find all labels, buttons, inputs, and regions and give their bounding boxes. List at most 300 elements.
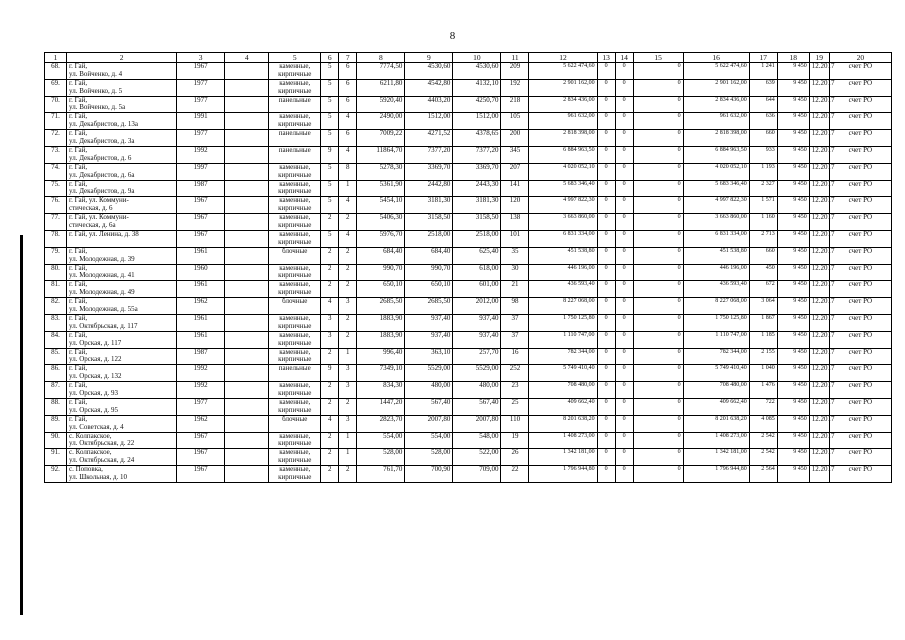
cost-local: 0 [633,432,683,449]
total-area: 5920,40 [357,96,405,113]
unit-cost: 1 193 [749,163,777,180]
funding-source: счет РО [829,180,891,197]
residential-area: 5529,00 [453,365,501,382]
cost-federal: 0 [597,214,615,231]
funding-source: счет РО [829,281,891,298]
address-line: г. Гай, [69,263,88,272]
wall-material-line: каменные, [279,62,311,70]
completion-date-line: 12. [811,414,821,423]
cost-regional: 0 [615,415,633,432]
total-area: 7009,22 [357,130,405,147]
cost-federal: 0 [597,163,615,180]
empty-cell [225,264,269,281]
table-row [45,432,892,449]
entrances: 4 [339,146,357,163]
limit-cost: 9 450 [777,96,809,113]
entrances: 2 [339,264,357,281]
limit-cost: 9 450 [777,247,809,264]
row-number: 69. [45,79,67,96]
build-year: 1962 [177,415,225,432]
living-area: 4271,52 [405,130,453,147]
empty-cell [225,146,269,163]
cost-regional: 0 [615,163,633,180]
completion-date [809,95,835,113]
cost-regional: 0 [615,130,633,147]
build-year: 1967 [177,214,225,231]
table-row [45,79,892,96]
residential-area: 3181,30 [453,197,501,214]
build-year: 1967 [177,230,225,247]
wall-material [269,348,321,365]
floors: 5 [321,96,339,113]
cost-owners: 961 632,00 [683,113,749,130]
total-cost: 451 538,80 [529,247,597,264]
residents: 26 [501,449,529,466]
living-area: 2007,80 [405,415,453,432]
total-area: 528,00 [357,449,405,466]
floors: 5 [321,230,339,247]
completion-date [809,280,835,298]
residential-area: 7377,20 [453,146,501,163]
residential-area: 937,40 [453,331,501,348]
table-row [45,298,892,315]
entrances: 3 [339,365,357,382]
address-line: г. Гай, [69,397,88,406]
living-area: 4530,60 [405,63,453,80]
cost-owners: 436 593,40 [683,281,749,298]
build-year: 1992 [177,146,225,163]
total-cost: 1 342 181,00 [529,449,597,466]
completion-date-line: 12. [811,280,821,289]
completion-date [809,263,835,281]
floors: 5 [321,180,339,197]
funding-source: счет РО [829,348,891,365]
empty-cell [225,298,269,315]
living-area: 1512,00 [405,113,453,130]
table-row [45,264,892,281]
build-year: 1960 [177,264,225,281]
cost-owners: 8 201 638,20 [683,415,749,432]
residents: 21 [501,281,529,298]
row-number: 71. [45,113,67,130]
address [67,113,177,130]
entrances: 1 [339,180,357,197]
wall-material-line: каменные, [279,313,311,322]
completion-date [809,465,835,483]
empty-cell [225,163,269,180]
wall-material-line: кирпичные [278,288,312,297]
cost-owners: 1 110 747,00 [683,331,749,348]
living-area: 567,40 [405,398,453,415]
wall-material-line: кирпичные [278,355,312,364]
table-row [45,247,892,264]
cost-federal: 0 [597,130,615,147]
cost-local: 0 [633,180,683,197]
row-number: 68. [45,63,67,80]
entrances: 6 [339,96,357,113]
residential-area: 4250,70 [453,96,501,113]
empty-cell [225,331,269,348]
floors: 3 [321,314,339,331]
living-area: 2685,50 [405,298,453,315]
floors: 2 [321,247,339,264]
column-number-2: 2 [67,53,177,63]
empty-cell [225,180,269,197]
floors: 2 [321,348,339,365]
funding-source: счет РО [829,113,891,130]
total-area: 5976,70 [357,230,405,247]
total-cost: 1 408 273,00 [529,432,597,449]
column-number-12: 12 [529,53,597,63]
wall-material-line: кирпичные [278,204,312,213]
address-line: г. Гай, [69,381,88,390]
address-line: стическая, д. 6а [69,220,116,229]
address-line: г. Гай, [69,112,88,121]
living-area: 2442,80 [405,180,453,197]
cost-owners: 1 342 181,00 [683,449,749,466]
total-area: 684,40 [357,247,405,264]
unit-cost: 2 713 [749,230,777,247]
address [67,365,177,382]
limit-cost: 9 450 [777,163,809,180]
address-line: ул. Декабристов, д. 3а [69,136,135,145]
wall-material-line: каменные, [279,381,311,390]
cost-local: 0 [633,365,683,382]
address-line: г. Гай, ул. Коммуни- [69,196,129,205]
table-row [45,348,892,365]
wall-material-line: кирпичные [278,237,312,246]
floors: 5 [321,113,339,130]
completion-date [809,397,835,415]
floors: 2 [321,214,339,231]
completion-date [809,213,835,231]
wall-material-line: кирпичные [278,456,312,465]
completion-date-line: 12. [811,465,821,474]
completion-date-line: 2017 [820,229,835,238]
funding-source: счет РО [829,365,891,382]
cost-local: 0 [633,79,683,96]
entrances: 2 [339,247,357,264]
entrances: 1 [339,432,357,449]
row-number: 75. [45,180,67,197]
wall-material-line: каменные, [279,263,311,272]
column-number-4: 4 [225,53,269,63]
total-area: 2685,50 [357,298,405,315]
total-cost: 5 622 474,60 [529,63,597,80]
limit-cost: 9 450 [777,230,809,247]
cost-owners: 2 834 436,00 [683,96,749,113]
residents: 101 [501,230,529,247]
empty-cell [225,281,269,298]
wall-material [269,163,321,180]
total-cost: 4 020 052,10 [529,163,597,180]
total-cost: 2 901 162,00 [529,79,597,96]
cost-owners: 2 901 162,00 [683,79,749,96]
cost-regional: 0 [615,449,633,466]
cost-owners: 446 196,00 [683,264,749,281]
residential-area: 4132,10 [453,79,501,96]
table-row [45,130,892,147]
living-area: 4403,20 [405,96,453,113]
unit-cost: 660 [749,247,777,264]
funding-source: счет РО [829,264,891,281]
total-cost: 5 683 346,40 [529,180,597,197]
row-number: 91. [45,449,67,466]
address-line: г. Гай, [69,297,88,306]
limit-cost: 9 450 [777,432,809,449]
cost-owners: 6 831 334,00 [683,230,749,247]
entrances: 2 [339,214,357,231]
wall-material-line: кирпичные [278,220,312,229]
funding-source: счет РО [829,449,891,466]
completion-date-line: 12. [811,246,821,255]
address-line: ул. Орская, д. 95 [69,405,119,414]
wall-material-line: каменные, [279,431,311,440]
address [67,382,177,399]
wall-material [269,432,321,449]
build-year: 1961 [177,314,225,331]
residents: 252 [501,365,529,382]
floors: 4 [321,298,339,315]
total-cost: 5 749 410,40 [529,365,597,382]
unit-cost: 3 064 [749,298,777,315]
completion-date-line: 2017 [820,280,835,289]
cost-local: 0 [633,264,683,281]
row-number: 85. [45,348,67,365]
cost-owners: 8 227 068,00 [683,298,749,315]
cost-federal: 0 [597,331,615,348]
limit-cost: 9 450 [777,298,809,315]
residents: 98 [501,298,529,315]
limit-cost: 9 450 [777,314,809,331]
residential-area: 2518,00 [453,230,501,247]
completion-date-line: 2017 [820,297,835,306]
address-line: г. Гай, [69,330,88,339]
funding-source: счет РО [829,466,891,483]
completion-date [809,78,835,96]
wall-material-line: кирпичные [278,86,312,95]
cost-federal: 0 [597,466,615,483]
address-line: г. Гай, [69,145,88,154]
completion-date-line: 2017 [820,381,835,390]
build-year: 1987 [177,180,225,197]
completion-date-line: 2017 [820,465,835,474]
cost-regional: 0 [615,79,633,96]
cost-federal: 0 [597,281,615,298]
completion-date [809,448,835,466]
total-cost: 8 227 068,00 [529,298,597,315]
residential-area: 937,40 [453,314,501,331]
funding-source: счет РО [829,130,891,147]
unit-cost: 672 [749,281,777,298]
cost-local: 0 [633,163,683,180]
total-area: 761,70 [357,466,405,483]
completion-date-line: 12. [811,129,821,138]
cost-local: 0 [633,230,683,247]
unit-cost: 1 040 [749,365,777,382]
table-row [45,146,892,163]
build-year: 1961 [177,331,225,348]
unit-cost: 639 [749,79,777,96]
cost-owners: 5 683 346,40 [683,180,749,197]
funding-source: счет РО [829,197,891,214]
build-year: 1997 [177,163,225,180]
address [67,180,177,197]
entrances: 6 [339,130,357,147]
limit-cost: 9 450 [777,365,809,382]
floors: 2 [321,281,339,298]
total-area: 1883,90 [357,314,405,331]
floors: 9 [321,365,339,382]
column-number-6: 6 [321,53,339,63]
cost-local: 0 [633,449,683,466]
wall-material [269,130,321,147]
cost-federal: 0 [597,247,615,264]
row-number: 77. [45,214,67,231]
entrances: 6 [339,79,357,96]
residential-area: 4530,60 [453,63,501,80]
wall-material [269,96,321,113]
address [67,314,177,331]
cost-regional: 0 [615,146,633,163]
table-row [45,113,892,130]
completion-date-line: 2017 [820,213,835,222]
total-area: 11864,70 [357,146,405,163]
cost-federal: 0 [597,449,615,466]
residents: 23 [501,382,529,399]
funding-source: счет РО [829,314,891,331]
completion-date [809,229,835,247]
residential-area: 2443,30 [453,180,501,197]
cost-federal: 0 [597,146,615,163]
wall-material-line: каменные, [279,162,311,171]
address [67,146,177,163]
cost-owners: 6 884 963,50 [683,146,749,163]
build-year: 1967 [177,466,225,483]
residential-area: 4378,65 [453,130,501,147]
address [67,214,177,231]
completion-date-line: 2017 [820,95,835,104]
build-year: 1991 [177,113,225,130]
address [67,449,177,466]
floors: 2 [321,398,339,415]
entrances: 6 [339,63,357,80]
wall-material-line: каменные, [279,213,311,222]
cost-owners: 5 622 474,60 [683,63,749,80]
residents: 105 [501,113,529,130]
row-number: 79. [45,247,67,264]
completion-date-line: 2017 [820,112,835,121]
entrances: 2 [339,398,357,415]
row-number: 92. [45,466,67,483]
limit-cost: 9 450 [777,130,809,147]
cost-local: 0 [633,314,683,331]
cost-regional: 0 [615,298,633,315]
completion-date [809,129,835,147]
cost-federal: 0 [597,96,615,113]
entrances: 8 [339,163,357,180]
completion-date-line: 2017 [820,397,835,406]
living-area: 528,00 [405,449,453,466]
completion-date-line: 12. [811,381,821,390]
cost-regional: 0 [615,331,633,348]
completion-date-line: 2017 [820,448,835,457]
total-area: 5454,10 [357,197,405,214]
completion-date-line: 12. [811,330,821,339]
entrances: 3 [339,415,357,432]
cost-federal: 0 [597,398,615,415]
living-area: 554,00 [405,432,453,449]
address-line: г. Гай, [69,246,88,255]
address-line: с. Колпакское, [69,448,112,457]
completion-date-line: 2017 [820,162,835,171]
table-row [45,63,892,80]
build-year: 1977 [177,130,225,147]
cost-federal: 0 [597,298,615,315]
wall-material [269,79,321,96]
row-number: 78. [45,230,67,247]
table-row [45,281,892,298]
table-row [45,382,892,399]
column-number-1: 1 [45,53,67,63]
address-line: г. Гай, [69,313,88,322]
living-area: 2518,00 [405,230,453,247]
address [67,247,177,264]
living-area: 480,00 [405,382,453,399]
funding-source: счет РО [829,230,891,247]
residents: 19 [501,432,529,449]
funding-source: счет РО [829,331,891,348]
completion-date-line: 12. [811,179,821,188]
completion-date-line: 2017 [820,78,835,87]
funding-source: счет РО [829,79,891,96]
row-number: 90. [45,432,67,449]
completion-date [809,431,835,449]
cost-regional: 0 [615,63,633,80]
cost-local: 0 [633,415,683,432]
total-cost: 708 480,00 [529,382,597,399]
residential-area: 522,00 [453,449,501,466]
cost-local: 0 [633,214,683,231]
living-area: 937,40 [405,331,453,348]
cost-federal: 0 [597,197,615,214]
completion-date [809,162,835,180]
residents: 35 [501,247,529,264]
funding-source: счет РО [829,163,891,180]
cost-local: 0 [633,348,683,365]
unit-cost: 2 155 [749,348,777,365]
build-year: 1987 [177,348,225,365]
address-line: г. Гай, [69,95,88,104]
cost-local: 0 [633,466,683,483]
build-year: 1961 [177,247,225,264]
unit-cost: 2 542 [749,432,777,449]
address-line: г. Гай, [69,364,88,373]
page-number: 8 [449,30,456,42]
entrances: 3 [339,382,357,399]
wall-material [269,365,321,382]
wall-material-line: панельные [278,95,311,104]
unit-cost: 2 327 [749,180,777,197]
cost-owners: 2 818 398,00 [683,130,749,147]
completion-date-line: 12. [811,313,821,322]
address-line: ул. Орская, д. 117 [69,338,122,347]
cost-owners: 4 997 822,30 [683,197,749,214]
limit-cost: 9 450 [777,79,809,96]
completion-date-line: 12. [811,213,821,222]
residential-area: 567,40 [453,398,501,415]
living-area: 937,40 [405,314,453,331]
